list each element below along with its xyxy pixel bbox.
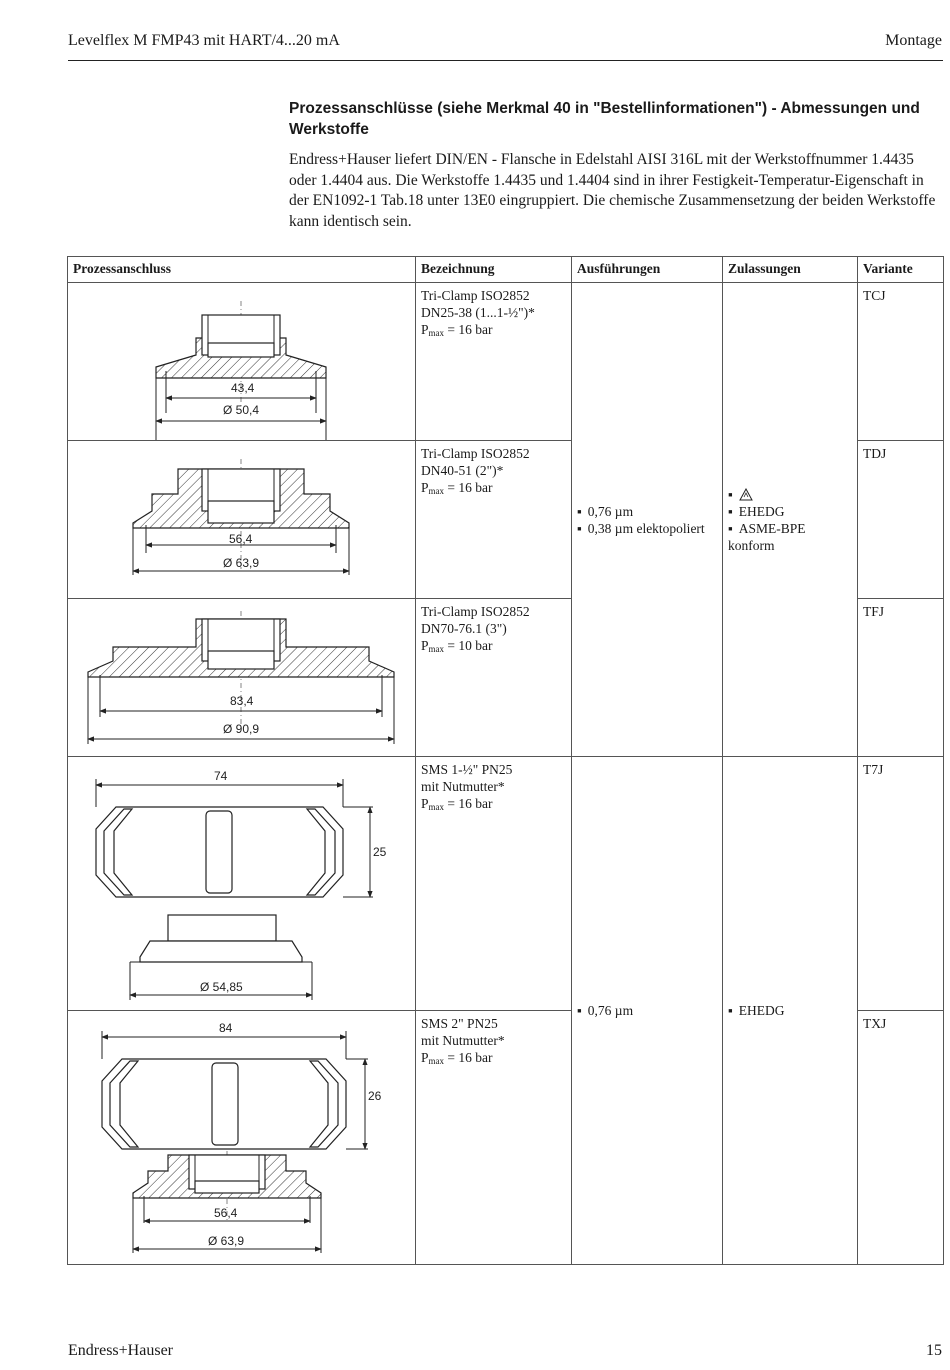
pmax-symbol: P xyxy=(421,1050,429,1065)
version-item: ▪ 0,76 µm xyxy=(577,503,717,520)
sms-2-drawing xyxy=(68,1011,414,1264)
approvals-cell-sms xyxy=(723,757,858,1265)
pmax-line xyxy=(421,1049,566,1070)
pmax-symbol: P xyxy=(421,796,429,811)
header-rule xyxy=(68,60,943,61)
pmax-line xyxy=(421,479,566,500)
pmax-symbol: P xyxy=(421,322,429,337)
designation-line1: Tri-Clamp ISO2852 xyxy=(421,604,530,619)
triclamp-dn40-drawing xyxy=(68,441,414,598)
header-section: Montage xyxy=(885,32,942,49)
drawing-cell xyxy=(68,283,416,441)
designation-line1: Tri-Clamp ISO2852 xyxy=(421,446,530,461)
approvals-cell-triclamp xyxy=(723,283,858,757)
dim-height-label: 25 xyxy=(373,845,387,859)
3a-symbol-icon xyxy=(739,488,753,501)
version-item: ▪ 0,76 µm xyxy=(577,1002,717,1019)
dim-outer-label: Ø 50,4 xyxy=(223,403,260,417)
pmax-line xyxy=(421,795,566,816)
dim-inner-label: 83,4 xyxy=(230,694,254,708)
intro-section xyxy=(289,98,939,232)
variant-code: TFJ xyxy=(863,604,885,619)
col-header-variant: Variante xyxy=(858,257,944,283)
footer-company: Endress+Hauser xyxy=(68,1342,173,1359)
designation-cell xyxy=(416,1011,572,1265)
drawing-cell xyxy=(68,599,416,757)
variant-code: TCJ xyxy=(863,288,886,303)
designation-line1: Tri-Clamp ISO2852 xyxy=(421,288,530,303)
dim-outer-label: Ø 63,9 xyxy=(223,556,260,570)
pmax-value: = 16 bar xyxy=(444,480,493,495)
sms-1-5-drawing xyxy=(68,757,414,1010)
approval-item-3a xyxy=(728,486,852,503)
pmax-subscript: max xyxy=(428,486,445,496)
pmax-subscript: max xyxy=(428,1056,445,1066)
dim-inner-label: 43,4 xyxy=(231,381,255,395)
variant-code: T7J xyxy=(863,762,884,777)
version-item: ▪ 0,38 µm elektopoliert xyxy=(577,520,717,537)
pmax-subscript: max xyxy=(428,328,445,338)
designation-line2: DN25-38 (1...1-½")* xyxy=(421,305,535,320)
approval-item: ▪ ASME-BPE konform xyxy=(728,520,852,554)
process-connection-table xyxy=(67,256,944,1265)
designation-line2: DN40-51 (2")* xyxy=(421,463,504,478)
designation-line2: mit Nutmutter* xyxy=(421,779,505,794)
header-title: Levelflex M FMP43 mit HART/4...20 mA xyxy=(68,32,340,49)
designation-cell xyxy=(416,599,572,757)
designation-line1: SMS 1-½" PN25 xyxy=(421,762,513,777)
designation-line2: mit Nutmutter* xyxy=(421,1033,505,1048)
pmax-symbol: P xyxy=(421,480,429,495)
col-header-designation: Bezeichnung xyxy=(416,257,572,283)
dim-outer-label: Ø 54,85 xyxy=(200,980,243,994)
pmax-line xyxy=(421,321,566,342)
dim-width-label: 84 xyxy=(219,1021,233,1035)
pmax-value: = 16 bar xyxy=(444,796,493,811)
col-header-versions: Ausführungen xyxy=(572,257,723,283)
dim-outer-label: Ø 63,9 xyxy=(208,1234,245,1248)
designation-line1: SMS 2" PN25 xyxy=(421,1016,498,1031)
approval-item: ▪ EHEDG xyxy=(728,1002,852,1019)
footer-page-number: 15 xyxy=(926,1342,942,1359)
table-row xyxy=(68,757,944,1011)
variant-cell xyxy=(858,283,944,441)
versions-cell-triclamp xyxy=(572,283,723,757)
triclamp-dn70-drawing xyxy=(68,599,414,756)
variant-cell xyxy=(858,441,944,599)
designation-cell xyxy=(416,757,572,1011)
dim-inner-label: 56,4 xyxy=(214,1206,238,1220)
pmax-subscript: max xyxy=(428,802,445,812)
variant-code: TDJ xyxy=(863,446,887,461)
pmax-symbol: P xyxy=(421,638,429,653)
table-header-row xyxy=(68,257,944,283)
variant-cell xyxy=(858,1011,944,1265)
variant-code: TXJ xyxy=(863,1016,887,1031)
designation-line2: DN70-76.1 (3") xyxy=(421,621,507,636)
drawing-cell xyxy=(68,1011,416,1265)
dim-outer-label: Ø 90,9 xyxy=(223,722,260,736)
drawing-cell xyxy=(68,757,416,1011)
table-row xyxy=(68,283,944,441)
approval-item: ▪ EHEDG xyxy=(728,503,852,520)
section-heading: Prozessanschlüsse (siehe Merkmal 40 in "Bestellinformationen") - Abmessungen und Werkstoffe xyxy=(289,100,920,138)
drawing-cell xyxy=(68,441,416,599)
intro-paragraph: Endress+Hauser liefert DIN/EN - Flansche in Edelstahl AISI 316L mit der Werkstoffnummer 1.4435 oder 1.4404 aus. Die Werkstoffe 1.4435 und 1.4404 sind in ihrer Festigkeit-Temperatur-Eigenschaft in der EN1092-1 Tab.18 unter 13E0 eingruppiert. Die chemische Zusammensetzung der beiden Werkstoffe kann identisch sein. xyxy=(289,151,936,230)
pmax-value: = 10 bar xyxy=(444,638,493,653)
dim-inner-label: 56,4 xyxy=(229,532,253,546)
pmax-line xyxy=(421,637,566,658)
designation-cell xyxy=(416,441,572,599)
pmax-subscript: max xyxy=(428,644,445,654)
dim-width-label: 74 xyxy=(214,769,228,783)
variant-cell xyxy=(858,757,944,1011)
col-header-approvals: Zulassungen xyxy=(723,257,858,283)
dim-height-label: 26 xyxy=(368,1089,382,1103)
triclamp-dn25-drawing xyxy=(68,283,414,440)
versions-cell-sms xyxy=(572,757,723,1265)
pmax-value: = 16 bar xyxy=(444,322,493,337)
pmax-value: = 16 bar xyxy=(444,1050,493,1065)
designation-cell xyxy=(416,283,572,441)
variant-cell xyxy=(858,599,944,757)
col-header-connection: Prozessanschluss xyxy=(68,257,416,283)
